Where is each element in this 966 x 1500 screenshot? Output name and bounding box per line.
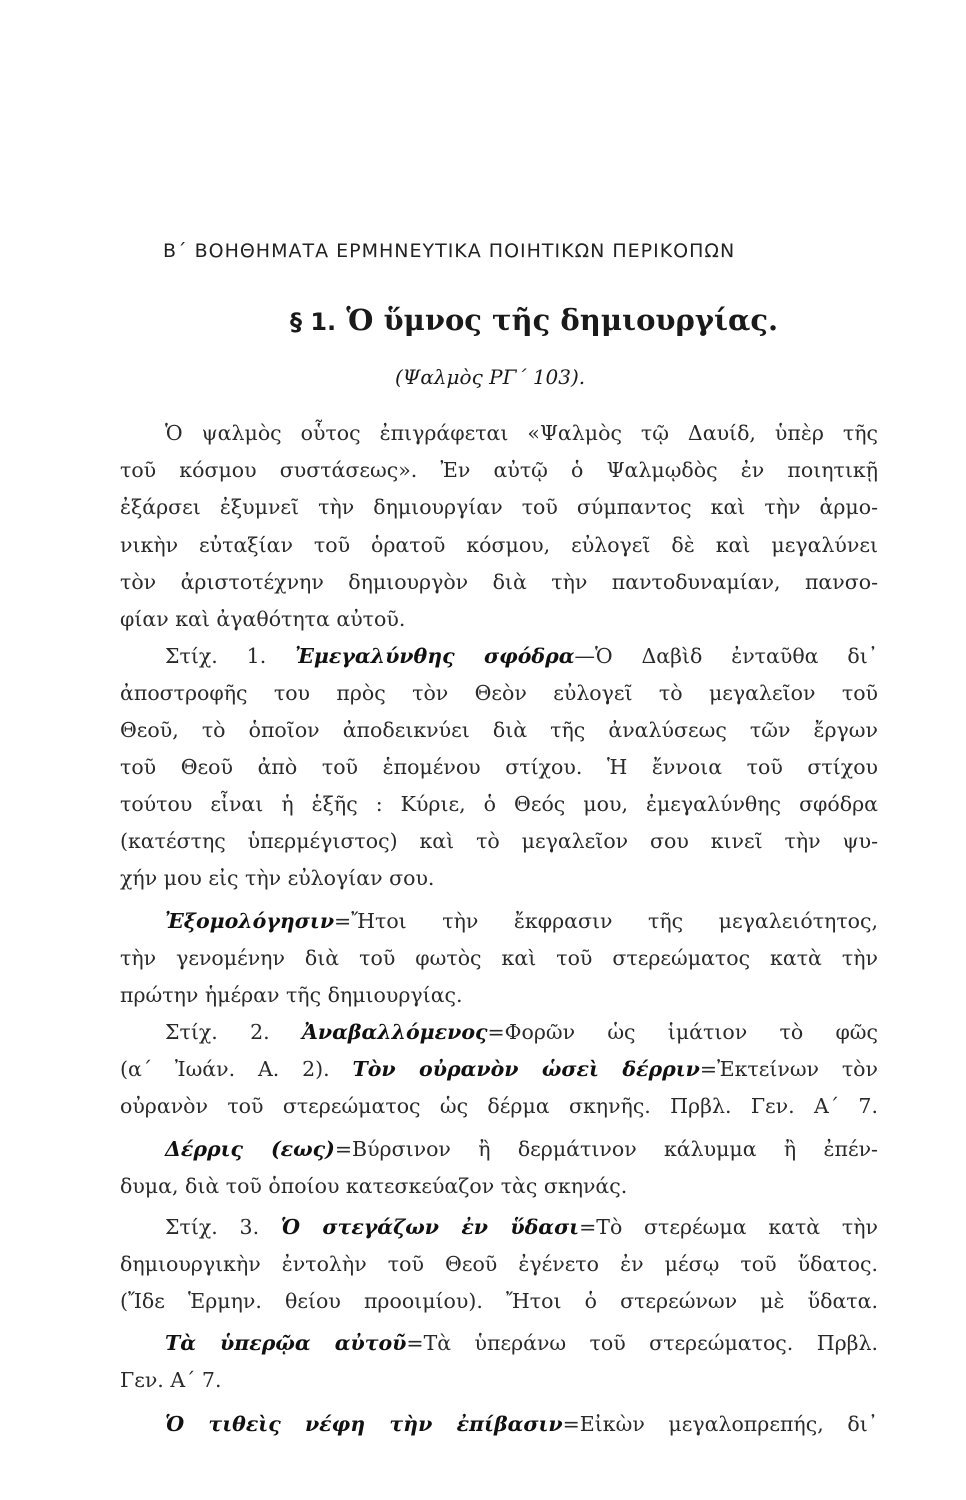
glossed-term: Ὁ τιθεὶς νέφη τὴν ἐπίβασιν — [165, 1412, 563, 1436]
text-line: Θεοῦ, τὸ ὁποῖον ἀποδεικνύει διὰ τῆς ἀναλύσεως τῶν ἔργων — [120, 718, 878, 742]
text-line: ἐξάρσει ἐξυμνεῖ τὴν δημιουργίαν τοῦ σύμπαντος καὶ τὴν ἁρμο- — [120, 495, 878, 519]
text-line: νικὴν εὐταξίαν τοῦ ὁρατοῦ κόσμου, εὐλογεῖ δὲ καὶ μεγαλύνει — [120, 533, 878, 557]
section-title — [290, 303, 790, 337]
glossed-term: Ὁ στεγάζων ἐν ὕδασι — [280, 1215, 580, 1239]
psalm-reference: (Ψαλμὸς ΡΓ΄ 103). — [395, 365, 586, 389]
chapter-header: Β΄ ΒΟΗΘΗΜΑΤΑ ΕΡΜΗΝΕΥΤΙΚΑ ΠΟΙΗΤΙΚΩΝ ΠΕΡΙΚΟΠΩΝ — [163, 240, 736, 262]
text-line: (Ἴδε Ἑρμην. θείου προοιμίου). Ἤτοι ὁ στερεώνων μὲ ὕδατα. — [120, 1289, 878, 1313]
section-heading: Ὁ ὕμνος τῆς δημιουργίας. — [346, 303, 779, 337]
text-line: χήν μου εἰς τὴν εὐλογίαν σου. — [120, 866, 435, 890]
text-line: δυμα, διὰ τοῦ ὁποίου κατεσκεύαζον τὰς σκηνάς. — [120, 1174, 628, 1198]
glossed-term: Δέρρις (εως) — [165, 1137, 335, 1161]
text-line: δημιουργικὴν ἐντολὴν τοῦ Θεοῦ ἐγένετο ἐν μέσῳ τοῦ ὕδατος. — [120, 1252, 878, 1276]
gloss-text: =Βύρσινον ἢ δερμάτινον κάλυμμα ἢ ἐπέν- — [334, 1137, 878, 1161]
gloss-text: —Ὁ Δαβὶδ ἐνταῦθα δι᾽ — [574, 644, 878, 668]
verse-line — [120, 1212, 878, 1242]
section-number: § 1. — [290, 308, 337, 336]
glossed-term: Ἐξομολόγησιν — [165, 909, 335, 933]
text-line: τὴν γενομένην διὰ τοῦ φωτὸς καὶ τοῦ στερεώματος κατὰ τὴν — [120, 946, 878, 970]
text-line: τοῦ Θεοῦ ἀπὸ τοῦ ἑπομένου στίχου. Ἡ ἔννοια τοῦ στίχου — [120, 755, 878, 779]
glossed-term: Τὰ ὑπερῷα αὐτοῦ — [165, 1331, 407, 1355]
text-line: (κατέστης ὑπερμέγιστος) καὶ τὸ μεγαλεῖον σου κινεῖ τὴν ψυ- — [120, 829, 878, 853]
text-line: Γεν. Α΄ 7. — [120, 1368, 222, 1392]
verse-label: Στίχ. 2. — [165, 1020, 302, 1044]
gloss-line — [120, 1328, 878, 1358]
verse-label: Στίχ. 1. — [165, 644, 296, 668]
text-line: Ὁ ψαλμὸς οὗτος ἐπιγράφεται «Ψαλμὸς τῷ Δαυίδ, ὑπὲρ τῆς — [165, 421, 878, 445]
gloss-line — [120, 1134, 878, 1164]
text-line: τούτου εἶναι ἡ ἑξῆς : Κύριε, ὁ Θεός μου, ἐμεγαλύνθης σφόδρα — [120, 792, 878, 816]
text-line: τὸν ἀριστοτέχνην δημιουργὸν διὰ τὴν παντοδυναμίαν, πανσο- — [120, 570, 878, 594]
text-line: ἀποστροφῆς του πρὸς τὸν Θεὸν εὐλογεῖ τὸ μεγαλεῖον τοῦ — [120, 681, 878, 705]
gloss-text: (α΄ Ἰωάν. Α. 2). — [120, 1057, 353, 1081]
gloss-text: =Τὰ ὑπεράνω τοῦ στερεώματος. Πρβλ. — [406, 1331, 878, 1355]
glossed-term: Ἀναβαλλόμενος — [301, 1020, 488, 1044]
verse-line — [120, 1017, 878, 1047]
gloss-text: =Τὸ στερέωμα κατὰ τὴν — [579, 1215, 878, 1239]
glossed-term: Τὸν οὐρανὸν ὡσεὶ δέρριν — [352, 1057, 700, 1081]
text-line: φίαν καὶ ἀγαθότητα αὐτοῦ. — [120, 607, 406, 631]
verse-label: Στίχ. 3. — [165, 1215, 281, 1239]
gloss-line — [120, 906, 878, 936]
verse-line — [120, 641, 878, 671]
gloss-text: =Φορῶν ὡς ἱμάτιον τὸ φῶς — [487, 1020, 878, 1044]
gloss-text: =Εἰκὼν μεγαλοπρεπής, δι᾽ — [562, 1412, 878, 1436]
gloss-line — [120, 1409, 878, 1439]
text-line: τοῦ κόσμου συστάσεως». Ἐν αὐτῷ ὁ Ψαλμῳδὸς ἐν ποιητικῇ — [120, 458, 878, 482]
glossed-term: Ἐμεγαλύνθης σφόδρα — [295, 644, 575, 668]
text-line: οὐρανὸν τοῦ στερεώματος ὡς δέρμα σκηνῆς. Πρβλ. Γεν. Α΄ 7. — [120, 1094, 878, 1118]
gloss-line — [120, 1054, 878, 1084]
gloss-text: =Ἐκτείνων τὸν — [699, 1057, 878, 1081]
gloss-text: =Ἤτοι τὴν ἔκφρασιν τῆς μεγαλειότητος, — [334, 909, 878, 933]
text-line: πρώτην ἡμέραν τῆς δημιουργίας. — [120, 983, 463, 1007]
